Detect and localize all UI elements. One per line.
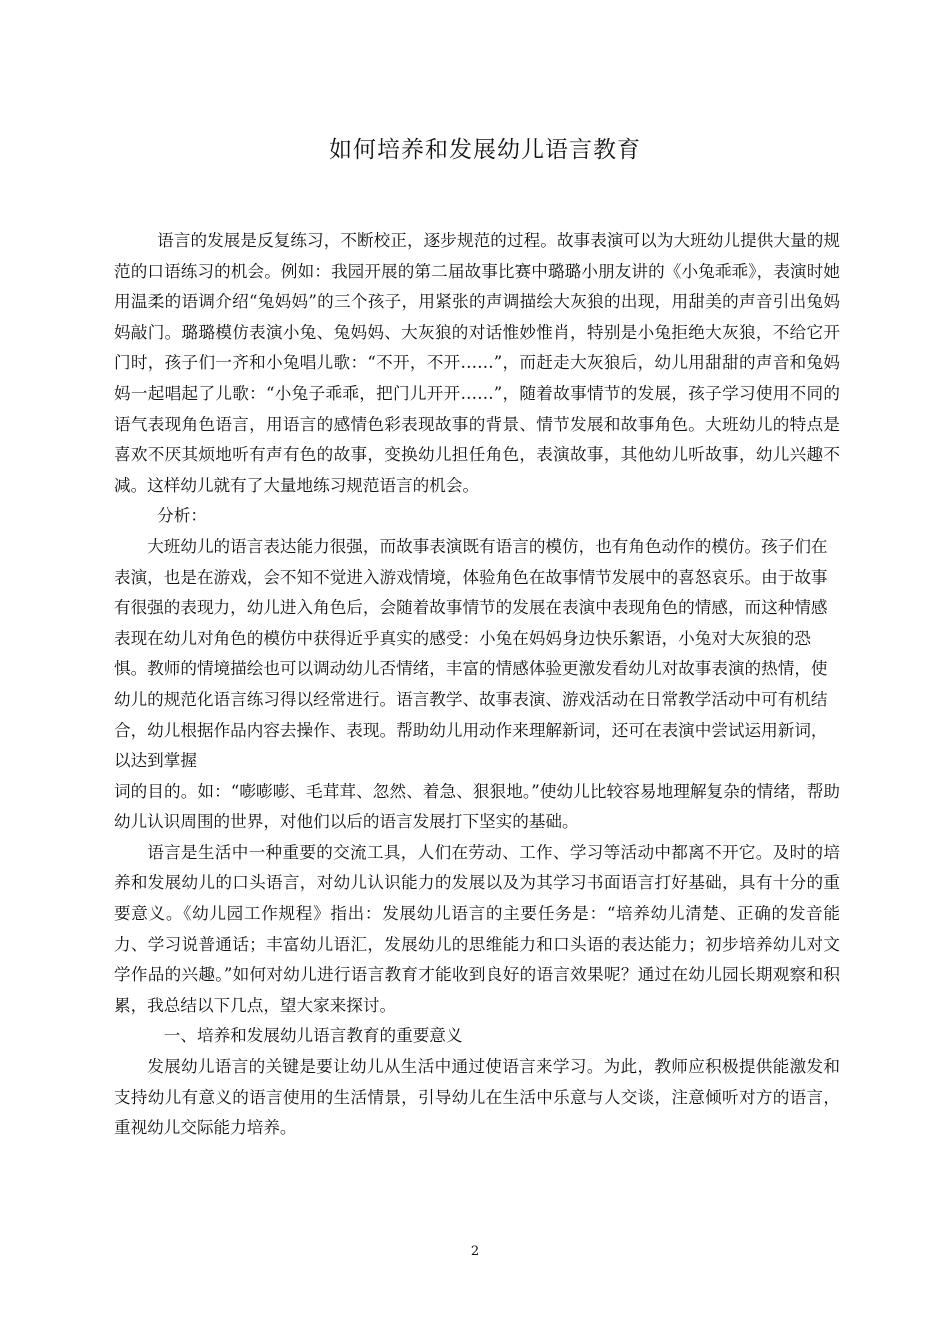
- paragraph-story-performance: 语言的发展是反复练习，不断校正，逐步规范的过程。故事表演可以为大班幼儿提供大量的规范的口语练习的机会。例如：我园开展的第二届故事比赛中璐璐小朋友讲的《小兔乖乖》，表演时她用温柔的语调介绍“兔妈妈”的三个孩子，用紧张的声调描绘大灰狼的出现，用甜美的声音引出兔妈妈敲门。璐璐模仿表演小兔、兔妈妈、大灰狼的对话惟妙惟肖，特别是小兔拒绝大灰狼，不给它开门时，孩子们一齐和小兔唱儿歌：“不开，不开……”，而赶走大灰狼后，幼儿用甜甜的声音和兔妈妈一起唱起了儿歌：“小兔子乖乖，把门儿开开……”，随着故事情节的发展，孩子学习使用不同的语气表现角色语言，用语言的感情色彩表现故事的背景、情节发展和故事角色。大班幼儿的特点是喜欢不厌其烦地听有声有色的故事，变换幼儿担任角色，表演故事，其他幼儿听故事，幼儿兴趣不减。这样幼儿就有了大量地练习规范语言的机会。: [114, 231, 840, 495]
- paragraph-language-tool: 语言是生活中一种重要的交流工具，人们在劳动、工作、学习等活动中都离不开它。及时的培养和发展幼儿的口头语言，对幼儿认识能力的发展以及为其学习书面语言打好基础，具有十分的重要意义。《幼儿园工作规程》指出：发展幼儿语言的主要任务是：“培养幼儿清楚、正确的发音能力、学习说普通话；丰富幼儿语汇，发展幼儿的思维能力和口头语的表达能力；初步培养幼儿对文学作品的兴趣。”如何对幼儿进行语言教育才能收到良好的语言效果呢？通过在幼儿园长期观察和积累，我总结以下几点，望大家来探讨。: [114, 842, 840, 1015]
- section-heading-importance: 一、培养和发展幼儿语言教育的重要意义: [163, 1026, 463, 1046]
- paragraph-develop-language: 发展幼儿语言的关键是要让幼儿从生活中通过使语言来学习。为此，教师应积极提供能激发和支持幼儿有意义的语言使用的生活情景，引导幼儿在生活中乐意与人交谈，注意倾听对方的语言，重视幼儿交际能力培养。: [114, 1057, 840, 1138]
- paragraph-analysis-label: 分析：: [157, 506, 207, 526]
- document-body: [114, 226, 840, 1144]
- page-number: 2: [470, 1244, 480, 1259]
- document-title: 如何培养和发展幼儿语言教育: [329, 137, 641, 163]
- paragraph-word-purpose: 词的目的。如：“嘭嘭嘭、毛茸茸、忽然、着急、狠狠地。”使幼儿比较容易地理解复杂的情绪，帮助幼儿认识周围的世界，对他们以后的语言发展打下坚实的基础。: [114, 781, 840, 832]
- paragraph-analysis: 大班幼儿的语言表达能力很强，而故事表演既有语言的模仿，也有角色动作的模仿。孩子们在表演，也是在游戏，会不知不觉进入游戏情境，体验角色在故事情节发展中的喜怒哀乐。由于故事有很强的表现力，幼儿进入角色后，会随着故事情节的发展在表演中表现角色的情感，而这种情感表现在幼儿对角色的模仿中获得近乎真实的感受：小兔在妈妈身边快乐絮语，小兔对大灰狼的恐惧。教师的情境描绘也可以调动幼儿否情绪，丰富的情感体验更激发看幼儿对故事表演的热情，使幼儿的规范化语言练习得以经常进行。语言教学、故事表演、游戏活动在日常教学活动中可有机结合，幼儿根据作品内容去操作、表现。帮助幼儿用动作来理解新词，还可在表演中尝试运用新词，以达到掌握: [114, 536, 828, 771]
